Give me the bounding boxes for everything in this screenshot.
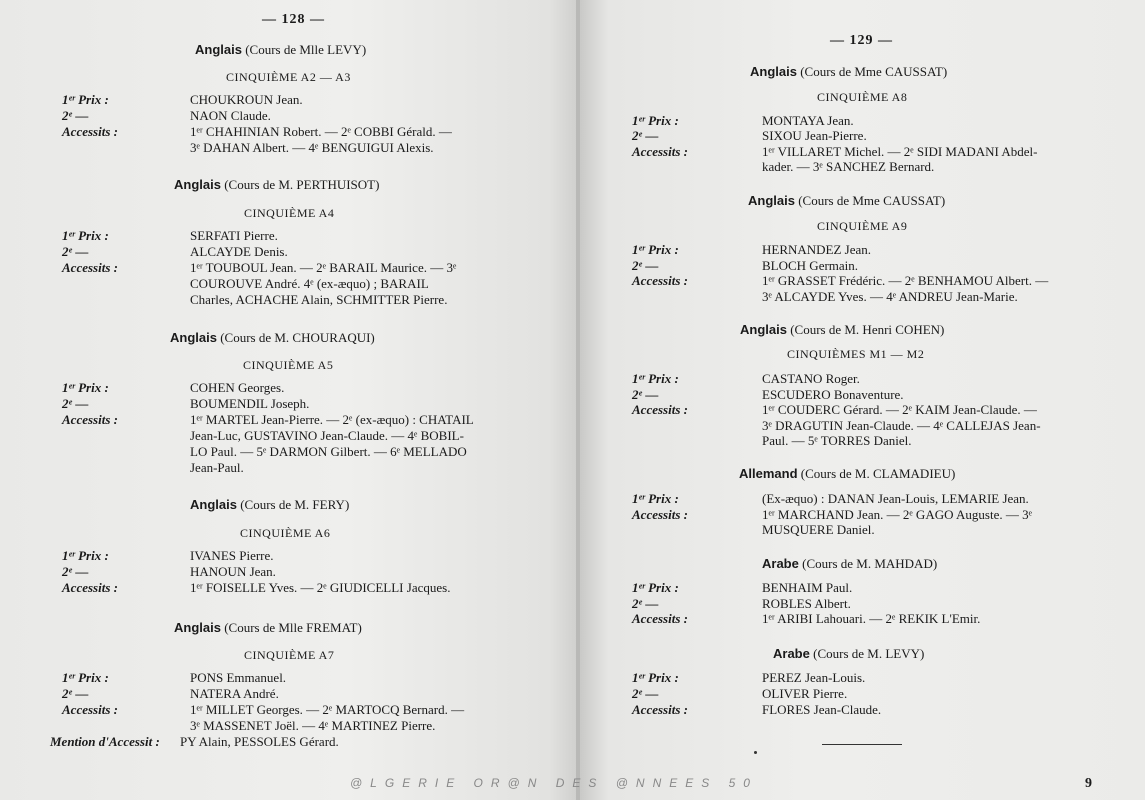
- award-label: 2ᵉ —: [632, 387, 659, 402]
- award-names: PY Alain, PESSOLES Gérard.: [180, 734, 339, 749]
- award-names: CHOUKROUN Jean.: [190, 92, 303, 107]
- award-names: BLOCH Germain.: [762, 258, 859, 273]
- award-names: NATERA André.: [190, 686, 279, 701]
- award-names: 3ᵉ ALCAYDE Yves. — 4ᵉ ANDREU Jean-Marie.: [762, 289, 1018, 304]
- award-label: 1ᵉʳ Prix :: [62, 228, 109, 243]
- award-label: Accessits :: [62, 580, 118, 595]
- award-label: 1ᵉʳ Prix :: [632, 242, 679, 257]
- class-heading: CINQUIÈME A7: [244, 648, 335, 662]
- teacher-name: (Cours de Mme CAUSSAT): [800, 64, 948, 79]
- class-heading: CINQUIÈME A5: [243, 358, 334, 372]
- award-names: BENHAIM Paul.: [762, 580, 853, 595]
- award-names: 1ᵉʳ TOUBOUL Jean. — 2ᵉ BARAIL Maurice. — 3ᵉ: [190, 260, 457, 275]
- subject-name: Allemand: [739, 466, 798, 481]
- award-label: 1ᵉʳ Prix :: [632, 580, 679, 595]
- award-label: Accessits :: [632, 611, 688, 626]
- section-heading: [170, 330, 375, 346]
- award-label: Accessits :: [62, 124, 118, 139]
- class-heading: CINQUIÈME A2 — A3: [226, 70, 351, 84]
- award-label: 1ᵉʳ Prix :: [62, 548, 109, 563]
- subject-name: Anglais: [190, 497, 237, 512]
- section-heading: [740, 322, 944, 338]
- teacher-name: (Cours de M. PERTHUISOT): [224, 177, 380, 192]
- award-label: 2ᵉ —: [62, 108, 89, 123]
- print-speck: [754, 751, 757, 754]
- award-label: Accessits :: [632, 702, 688, 717]
- teacher-name: (Cours de M. FERY): [240, 497, 350, 512]
- award-names: 3ᵉ DRAGUTIN Jean-Claude. — 4ᵉ CALLEJAS Jean-: [762, 418, 1041, 433]
- award-label: Accessits :: [632, 402, 688, 417]
- award-names: (Ex-æquo) : DANAN Jean-Louis, LEMARIE Jean.: [762, 491, 1029, 506]
- award-names: 1ᵉʳ VILLARET Michel. — 2ᵉ SIDI MADANI Abdel-: [762, 144, 1038, 159]
- award-label: Accessits :: [632, 273, 688, 288]
- award-label: 1ᵉʳ Prix :: [62, 670, 109, 685]
- award-label: 2ᵉ —: [632, 258, 659, 273]
- award-names: Charles, ACHACHE Alain, SCHMITTER Pierre.: [190, 292, 448, 307]
- end-rule: [822, 744, 902, 745]
- award-label: 1ᵉʳ Prix :: [62, 380, 109, 395]
- award-names: 3ᵉ MASSENET Joël. — 4ᵉ MARTINEZ Pierre.: [190, 718, 436, 733]
- award-label: Accessits :: [62, 412, 118, 427]
- teacher-name: (Cours de M. CHOURAQUI): [220, 330, 375, 345]
- teacher-name: (Cours de M. Henri COHEN): [790, 322, 945, 337]
- subject-name: Anglais: [174, 620, 221, 635]
- award-names: IVANES Pierre.: [190, 548, 274, 563]
- award-names: NAON Claude.: [190, 108, 271, 123]
- award-label: 2ᵉ —: [62, 396, 89, 411]
- award-names: 3ᵉ DAHAN Albert. — 4ᵉ BENGUIGUI Alexis.: [190, 140, 434, 155]
- award-names: FLORES Jean-Claude.: [762, 702, 882, 717]
- award-label: 2ᵉ —: [632, 686, 659, 701]
- subject-name: Anglais: [170, 330, 217, 345]
- award-names: Paul. — 5ᵉ TORRES Daniel.: [762, 433, 912, 448]
- section-heading: [195, 42, 366, 58]
- award-names: 1ᵉʳ MARCHAND Jean. — 2ᵉ GAGO Auguste. — 3ᵉ: [762, 507, 1032, 522]
- section-heading: [174, 620, 362, 636]
- award-names: MUSQUERE Daniel.: [762, 522, 875, 537]
- award-label: Accessits :: [62, 702, 118, 717]
- award-label: 1ᵉʳ Prix :: [632, 670, 679, 685]
- award-names: LO Paul. — 5ᵉ DARMON Gilbert. — 6ᵉ MELLADO: [190, 444, 467, 459]
- award-label: 1ᵉʳ Prix :: [62, 92, 109, 107]
- award-names: CASTANO Roger.: [762, 371, 860, 386]
- subject-name: Anglais: [750, 64, 797, 79]
- award-label: 1ᵉʳ Prix :: [632, 491, 679, 506]
- page-number: — 128 —: [262, 12, 325, 27]
- subject-name: Anglais: [740, 322, 787, 337]
- award-names: COUROUVE André. 4ᵉ (ex-æquo) ; BARAIL: [190, 276, 429, 291]
- subject-name: Anglais: [174, 177, 221, 192]
- teacher-name: (Cours de M. LEVY): [813, 646, 925, 661]
- award-names: 1ᵉʳ GRASSET Frédéric. — 2ᵉ BENHAMOU Albert. —: [762, 273, 1049, 288]
- award-names: PEREZ Jean-Louis.: [762, 670, 866, 685]
- award-names: Jean-Paul.: [190, 460, 244, 475]
- section-heading: [762, 556, 937, 572]
- award-names: ALCAYDE Denis.: [190, 244, 288, 259]
- section-heading: [190, 497, 349, 513]
- section-heading: [739, 466, 955, 482]
- teacher-name: (Cours de Mlle FREMAT): [224, 620, 362, 635]
- award-names: HANOUN Jean.: [190, 564, 276, 579]
- class-heading: CINQUIÈME A4: [244, 206, 335, 220]
- award-label: Accessits :: [62, 260, 118, 275]
- folio-number: 9: [1085, 776, 1092, 791]
- section-heading: [773, 646, 924, 662]
- award-label: 1ᵉʳ Prix :: [632, 113, 679, 128]
- award-names: 1ᵉʳ MARTEL Jean-Pierre. — 2ᵉ (ex-æquo) : CHATAIL: [190, 412, 474, 427]
- award-names: SERFATI Pierre.: [190, 228, 278, 243]
- award-names: ROBLES Albert.: [762, 596, 851, 611]
- award-names: OLIVER Pierre.: [762, 686, 848, 701]
- teacher-name: (Cours de M. CLAMADIEU): [800, 466, 956, 481]
- award-label: 1ᵉʳ Prix :: [632, 371, 679, 386]
- right-page: [580, 0, 1145, 800]
- class-heading: CINQUIÈME A9: [817, 219, 908, 233]
- section-heading: [174, 177, 379, 193]
- award-label: Accessits :: [632, 144, 688, 159]
- award-label: 2ᵉ —: [632, 128, 659, 143]
- award-label: 2ᵉ —: [62, 244, 89, 259]
- award-label: Mention d'Accessit :: [50, 734, 160, 749]
- section-heading: [748, 193, 945, 209]
- subject-name: Arabe: [773, 646, 810, 661]
- award-names: 1ᵉʳ ARIBI Lahouari. — 2ᵉ REKIK L'Emir.: [762, 611, 981, 626]
- award-names: MONTAYA Jean.: [762, 113, 854, 128]
- award-names: Jean-Luc, GUSTAVINO Jean-Claude. — 4ᵉ BOBIL-: [190, 428, 464, 443]
- award-label: 2ᵉ —: [62, 686, 89, 701]
- award-names: 1ᵉʳ CHAHINIAN Robert. — 2ᵉ COBBI Gérald. —: [190, 124, 452, 139]
- award-names: 1ᵉʳ MILLET Georges. — 2ᵉ MARTOCQ Bernard. —: [190, 702, 465, 717]
- award-names: kader. — 3ᵉ SANCHEZ Bernard.: [762, 159, 935, 174]
- watermark: @LGERIE OR@N DES @NNEES 50: [350, 776, 758, 790]
- class-heading: CINQUIÈME A6: [240, 526, 331, 540]
- award-label: Accessits :: [632, 507, 688, 522]
- subject-name: Anglais: [748, 193, 795, 208]
- section-heading: [750, 64, 947, 80]
- class-heading: CINQUIÈMES M1 — M2: [787, 347, 925, 361]
- award-names: ESCUDERO Bonaventure.: [762, 387, 904, 402]
- award-label: 2ᵉ —: [62, 564, 89, 579]
- award-names: BOUMENDIL Joseph.: [190, 396, 310, 411]
- teacher-name: (Cours de Mlle LEVY): [245, 42, 367, 57]
- page-number: — 129 —: [830, 33, 893, 48]
- award-names: PONS Emmanuel.: [190, 670, 287, 685]
- teacher-name: (Cours de Mme CAUSSAT): [798, 193, 946, 208]
- award-names: SIXOU Jean-Pierre.: [762, 128, 867, 143]
- subject-name: Anglais: [195, 42, 242, 57]
- teacher-name: (Cours de M. MAHDAD): [802, 556, 938, 571]
- award-names: 1ᵉʳ COUDERC Gérard. — 2ᵉ KAIM Jean-Claude. —: [762, 402, 1037, 417]
- award-names: COHEN Georges.: [190, 380, 285, 395]
- class-heading: CINQUIÈME A8: [817, 90, 908, 104]
- award-names: HERNANDEZ Jean.: [762, 242, 872, 257]
- award-label: 2ᵉ —: [632, 596, 659, 611]
- award-names: 1ᵉʳ FOISELLE Yves. — 2ᵉ GIUDICELLI Jacques.: [190, 580, 451, 595]
- subject-name: Arabe: [762, 556, 799, 571]
